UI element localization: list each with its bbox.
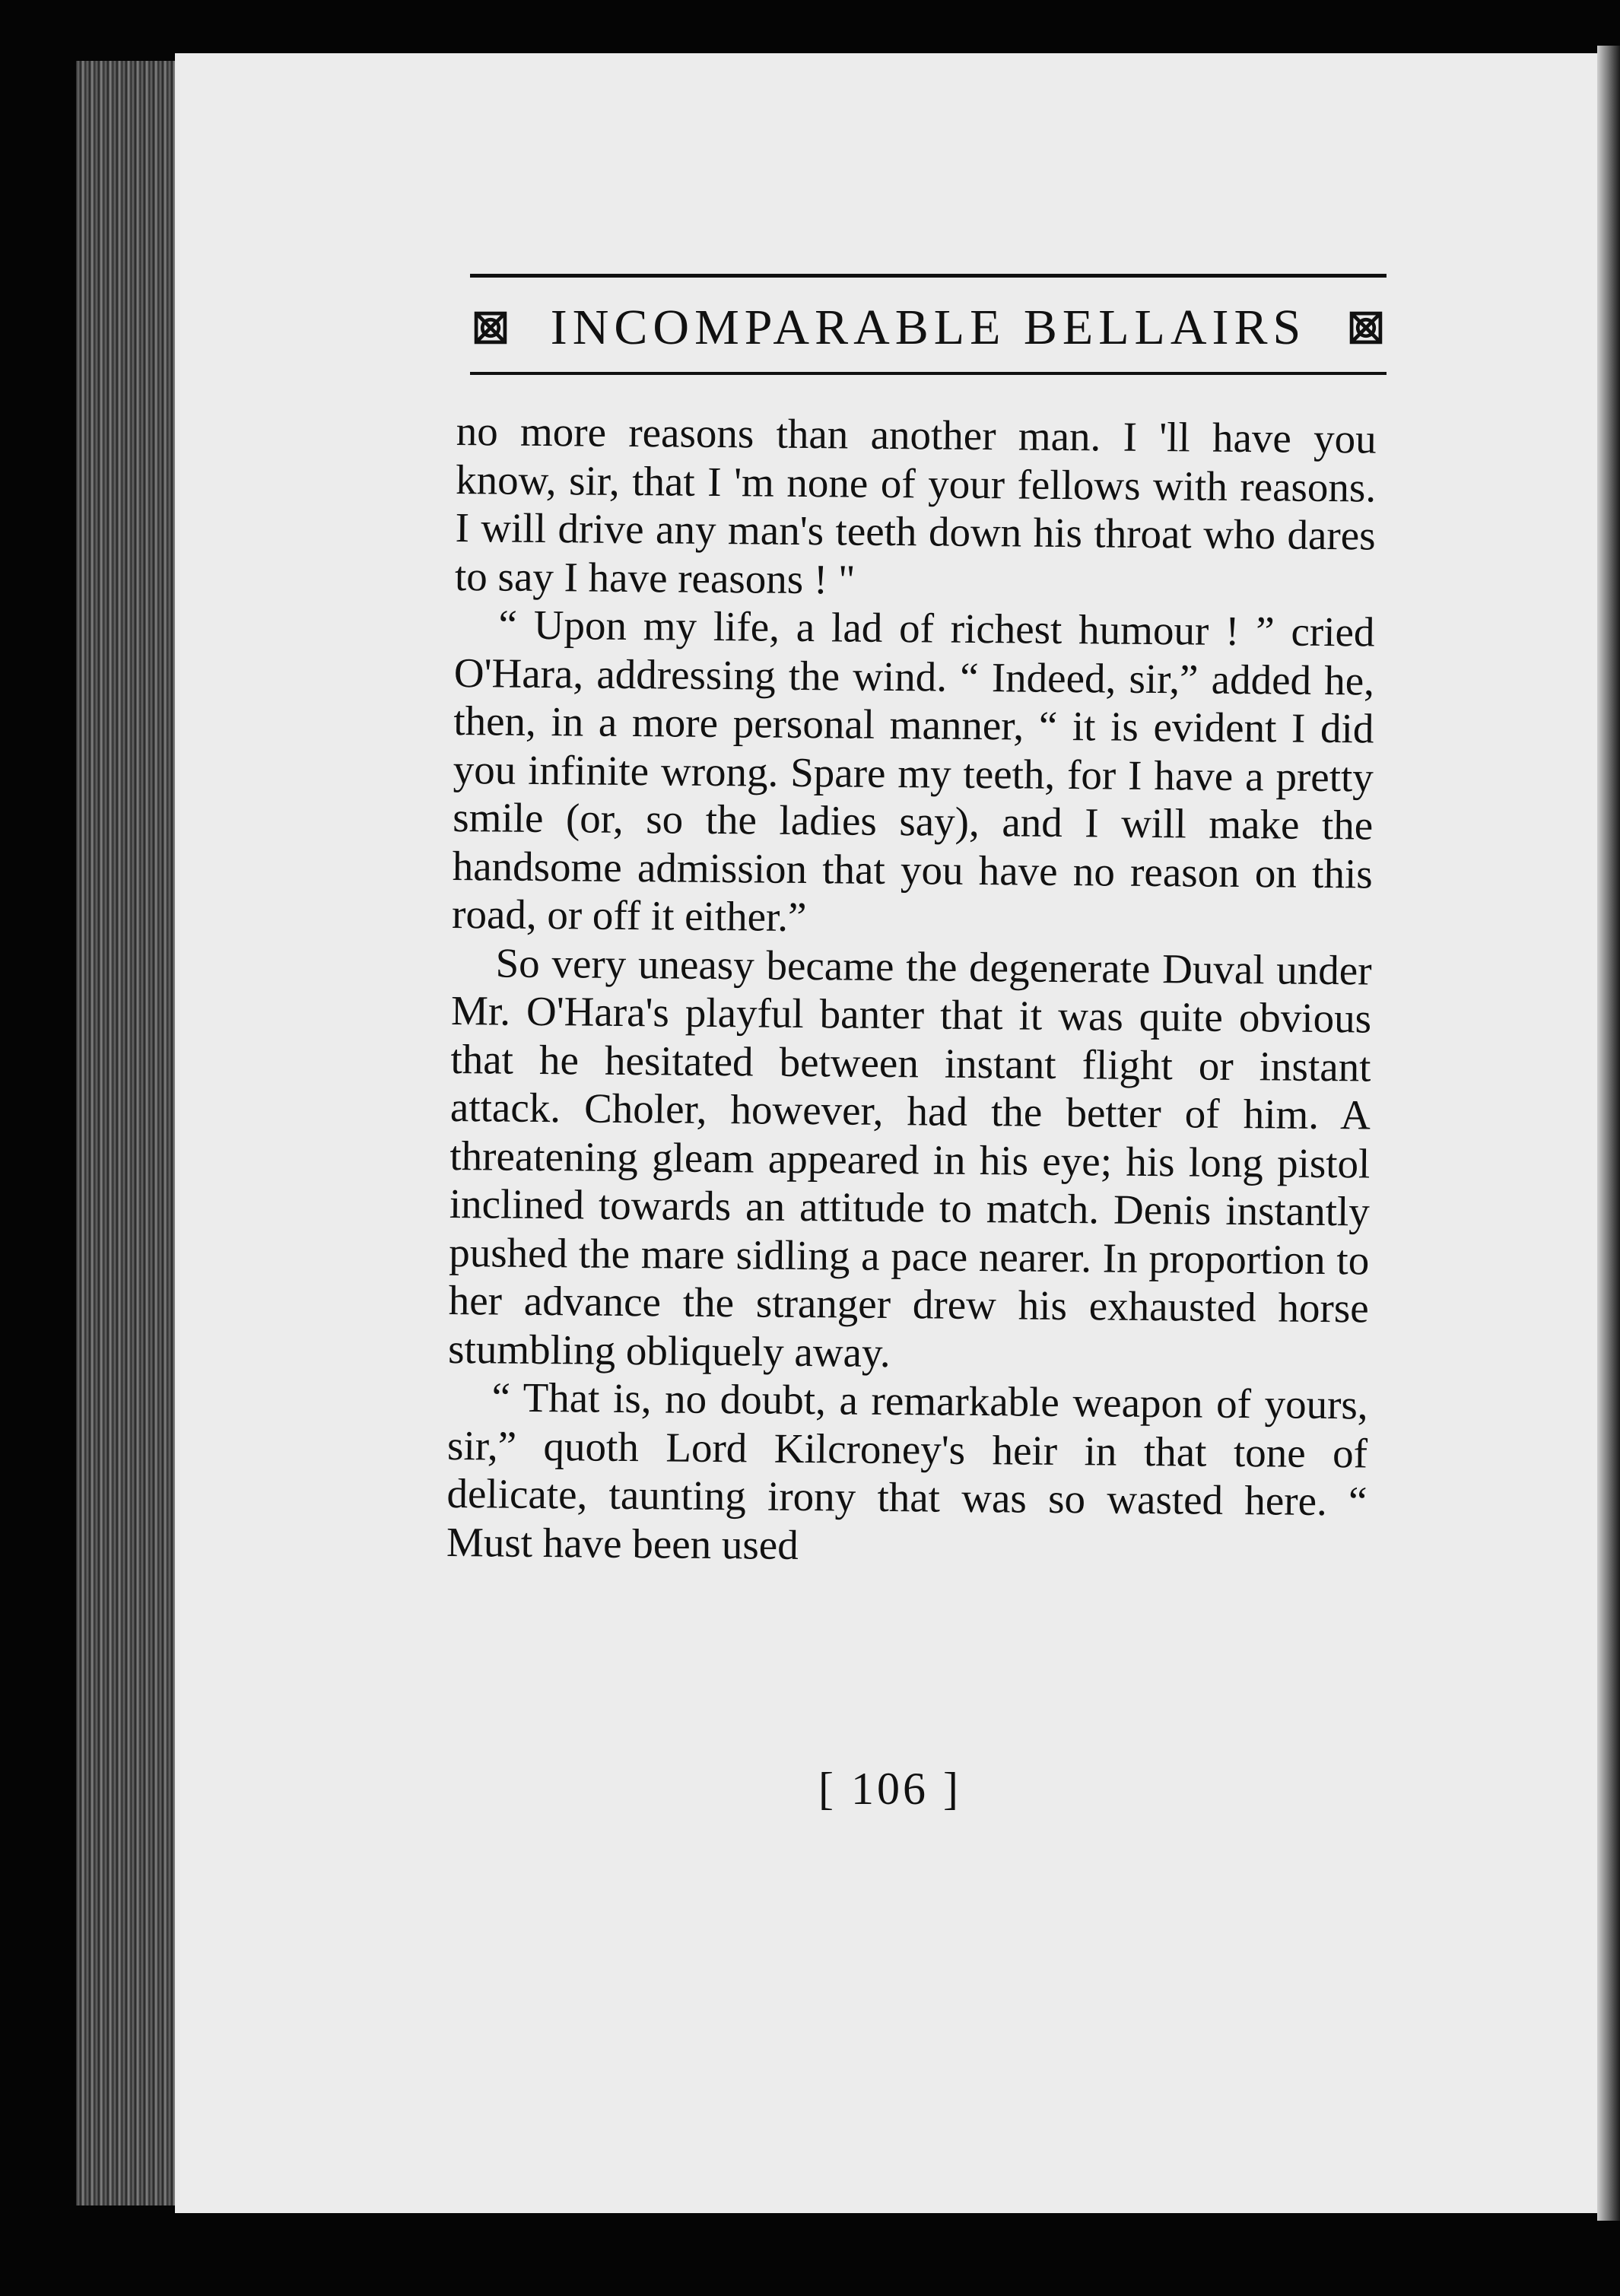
running-head-row — [470, 300, 1387, 355]
paragraph-1: no more reasons than another man. I 'll have you know, sir, that I 'm none of your fellows with reasons. I will drive any man's teeth down his throat who dares to say I have reasons ! " — [454, 407, 1377, 603]
knot-ornament-icon — [1345, 307, 1387, 348]
knot-ornament-icon — [470, 307, 511, 348]
book-page-edges — [76, 61, 179, 2205]
paragraph-2: “ Upon my life, a lad of richest humour ! ” cried O'Hara, addressing the wind. “ Indeed, sir,” added he, then, in a more personal manner, “ it is evident I did you infinite wrong. Spare my teeth, for I have a pretty smile (or, so the ladies say), and I will make the handsome admission that you have no reason on this road, or off it either.” — [451, 601, 1375, 941]
running-head-title: INCOMPARABLE BELLAIRS — [550, 300, 1307, 355]
page-right-edge — [1597, 46, 1620, 2221]
paragraph-3: So very uneasy became the degenerate Duval under Mr. O'Hara's playful banter that it was quite obvious that he hesitated between instant flight or instant attack. Choler, however, had the better of him. A threatening gleam appeared in his eye; his long pistol inclined towards an attitude to match. Denis instantly pushed the mare sidling a pace nearer. In proportion to her advance the stranger drew his exhausted horse stumbling obliquely away. — [447, 938, 1372, 1376]
body-text — [446, 407, 1377, 1574]
running-head — [470, 274, 1387, 375]
header-rule-bottom — [470, 372, 1387, 375]
paragraph-4: “ That is, no doubt, a remarkable weapon of yours, sir,” quoth Lord Kilcroney's heir in that tone of delicate, taunting irony that was so wasted here. “ Must have been used — [446, 1373, 1368, 1568]
header-rule-top — [470, 274, 1387, 278]
page-number: [ 106 ] — [818, 1764, 961, 1814]
